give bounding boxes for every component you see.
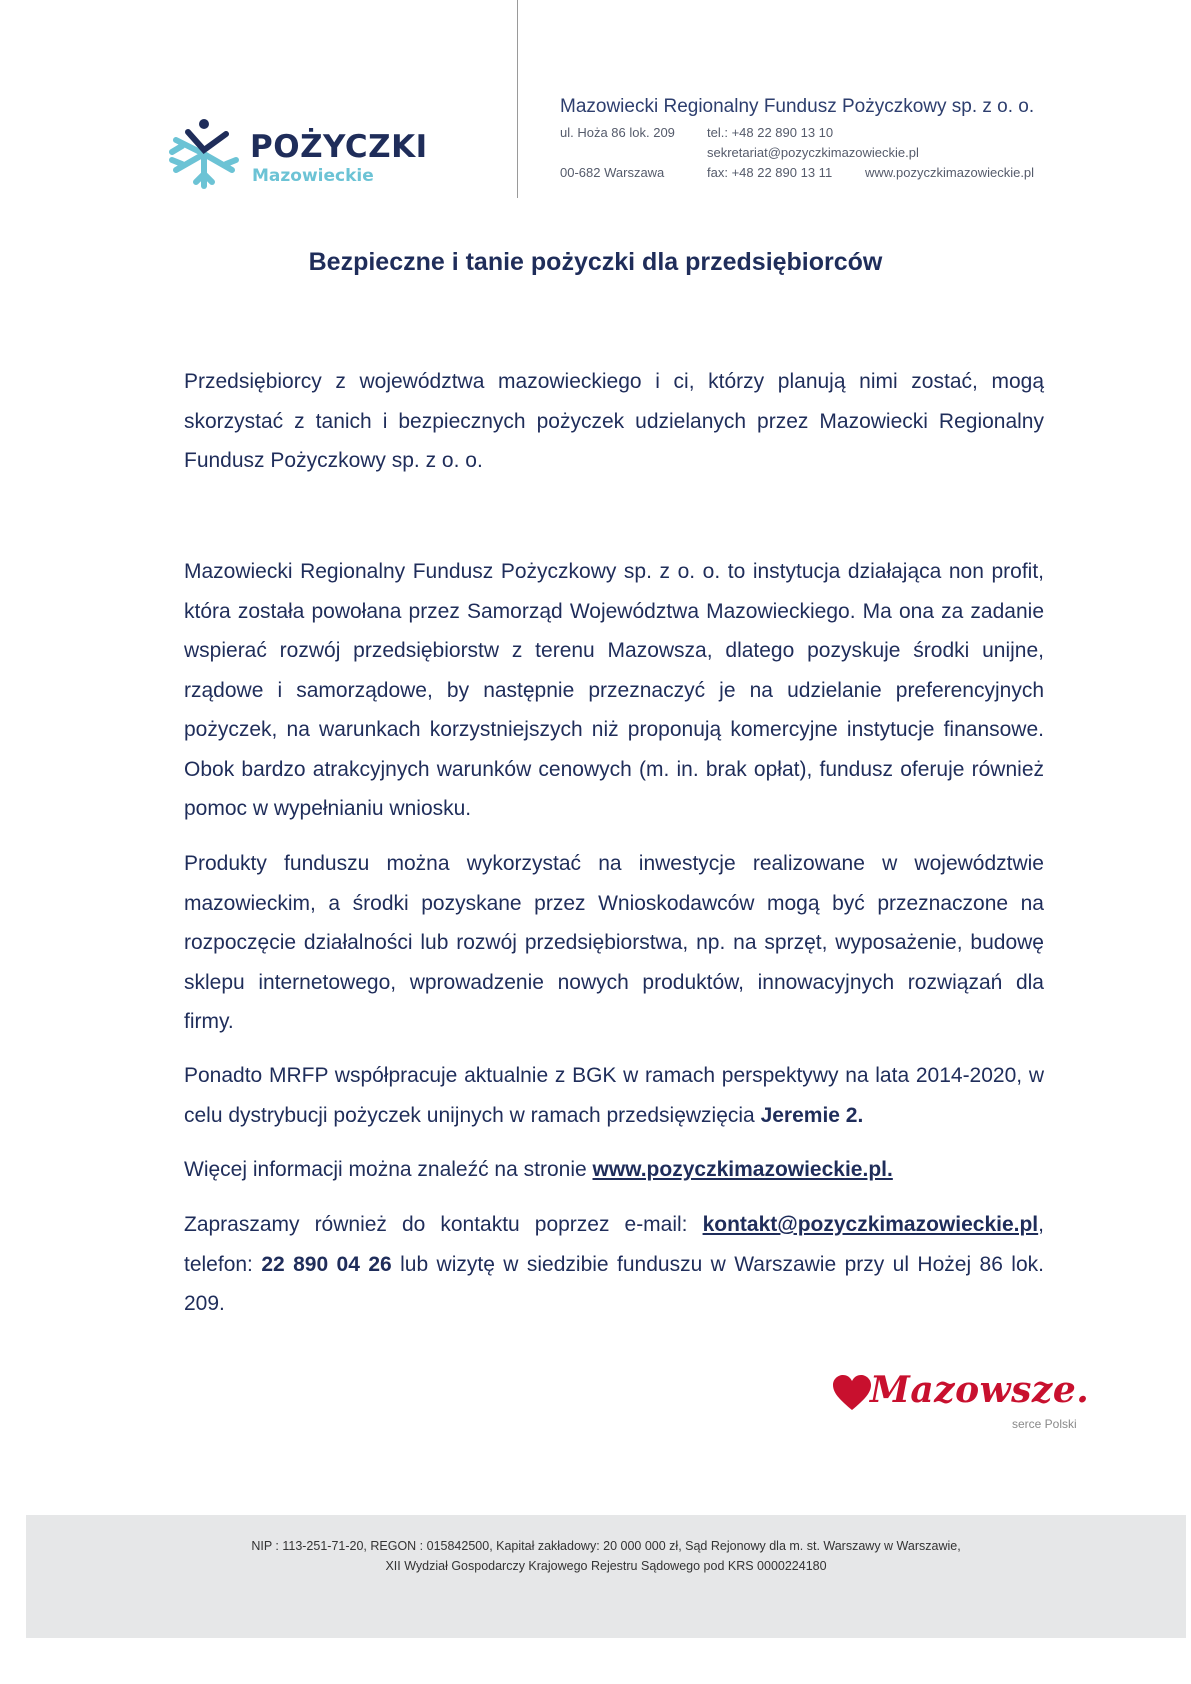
paragraph-2-text: Mazowiecki Regionalny Fundusz Pożyczkowy sp. z o. o. to instytucja działająca non profit, która została powołana przez Samorząd Województwa Mazowieckiego. Ma ona za zadanie wspierać rozwój przedsiębiorstw z terenu Mazowsza, dlatego pozyskuje środki unijne, rządowe i samorządowe, by następnie przeznaczyć je na udzielanie preferencyjnych pożyczek, na warunkach korzystniejszych niż proponują komercyjne instytucje finansowe. Obok bardzo atrakcyjnych warunków cenowych (m. in. brak opłat), fundusz oferuje również pomoc w wypełnianiu wniosku. [184,560,1044,820]
paragraph-6-text-b: , telefon: [184,1213,1044,1276]
snowflake-logo-icon [166,116,242,192]
footer [26,1515,1186,1638]
contact-email[interactable]: sekretariat@pozyczkimazowieckie.pl [707,145,919,160]
jeremie-label: Jeremie 2. [760,1103,864,1127]
document-title: Bezpieczne i tanie pożyczki dla przedsiębiorców [308,248,883,276]
header-divider [517,0,518,198]
paragraph-4-text: Ponadto MRFP współpracuje aktualnie z BGK w ramach perspektywy na lata 2014-2020, w celu dystrybucji pożyczek unijnych w ramach przedsięwzięcia [184,1064,1044,1127]
logo-wordmark: POŻYCZKI [250,129,428,165]
website-body-link[interactable]: www.pozyczkimazowieckie.pl. [592,1158,893,1181]
mazowsze-logo [832,1369,1104,1432]
email-body-link[interactable]: kontakt@pozyczkimazowieckie.pl [702,1213,1039,1236]
phone-number: tel.: +48 22 890 13 10 [707,125,834,140]
logo-subtitle: Mazowieckie [252,166,374,186]
paragraph-bgk [184,1056,1044,1135]
address-street: ul. Hoża 86 lok. 209 [560,125,675,140]
pozyczki-logo [166,112,426,192]
paragraph-3-text: Produkty funduszu można wykorzystać na inwestycje realizowane w województwie mazowieckim, a środki pozyskane przez Wnioskodawców mogą być przeznaczone na rozpoczęcie działalności lub rozwój przedsiębiorstwa, np. na sprzęt, wyposażenie, budowę sklepu internetowego, wprowadzenie nowych produktów, innowacyjnych rozwiązań dla firmy. [184,852,1044,1033]
mazowsze-wordmark: Mazowsze. [870,1369,1090,1411]
paragraph-intro [184,362,1044,481]
website-link[interactable]: www.pozyczkimazowieckie.pl [865,165,1035,180]
paragraph-contact [184,1205,1044,1324]
heart-icon [832,1374,872,1412]
paragraph-1-text: Przedsiębiorcy z województwa mazowieckiego i ci, którzy planują nimi zostać, mogą skorzystać z tanich i bezpiecznych pożyczek udzielanych przez Mazowiecki Regionalny Fundusz Pożyczkowy sp. z o. o. [184,370,1044,472]
footer-line-1: NIP : 113-251-71-20, REGON : 015842500, Kapitał zakładowy: 20 000 000 zł, Sąd Rejonowy dla m. st. Warszawy w Warszawie, [251,1539,961,1553]
paragraph-about [184,552,1044,829]
mazowsze-tagline: serce Polski [1012,1417,1077,1431]
fax-number: fax: +48 22 890 13 11 [707,165,833,180]
paragraph-5-text: Więcej informacji można znaleźć na stronie [184,1158,593,1181]
paragraph-more-info [184,1150,1044,1190]
address-city: 00-682 Warszawa [560,165,665,180]
company-name: Mazowiecki Regionalny Fundusz Pożyczkowy sp. z o. o. [560,96,1035,117]
footer-line-2: XII Wydział Gospodarczy Krajowego Rejestru Sądowego pod KRS 0000224180 [385,1559,827,1573]
paragraph-6-text-a: Zapraszamy również do kontaktu poprzez e-mail: [184,1213,703,1236]
paragraph-6-text-c: lub wizytę w siedzibie funduszu w Warszawie przy ul Hożej 86 lok. 209. [184,1252,1044,1315]
paragraph-products [184,844,1044,1042]
phone-body: 22 890 04 26 [261,1252,392,1276]
